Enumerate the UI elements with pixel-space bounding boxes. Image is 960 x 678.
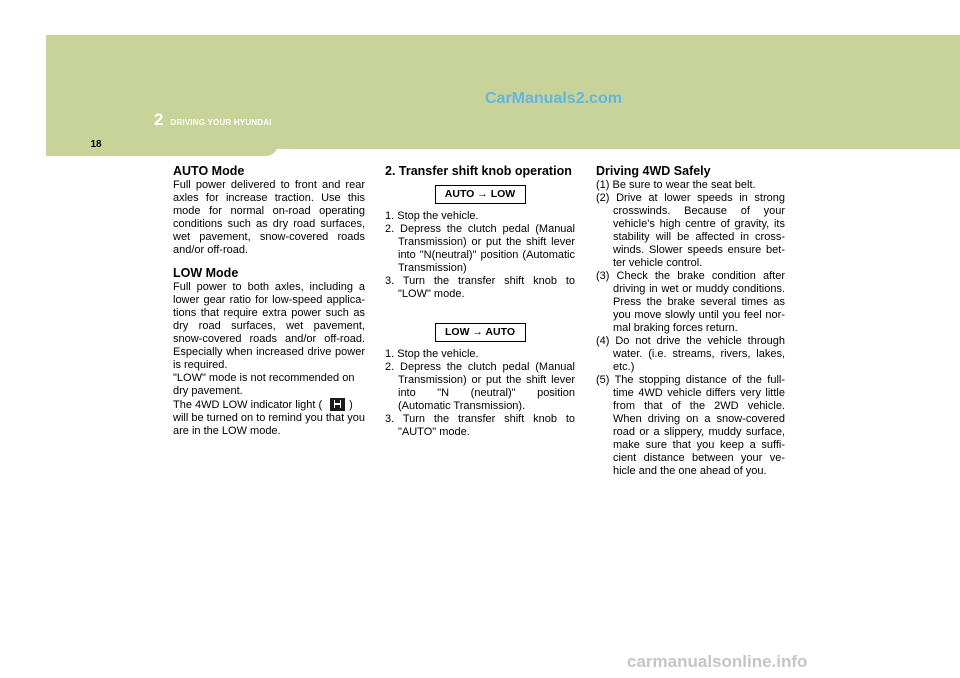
low-to-auto-label: LOW → AUTO (435, 323, 526, 342)
page-number: 18 (90, 139, 102, 150)
column-driving-safely (596, 164, 785, 478)
list-item: 3. Turn the transfer shift knob to "AUTO" mode. (385, 413, 575, 438)
driving-safely-heading: Driving 4WD Safely (596, 164, 711, 178)
watermark-top-link[interactable]: CarManuals2.com (485, 90, 622, 107)
column-shift-knob (385, 164, 575, 439)
list-item: (3) Check the brake condition after driving in wet or muddy conditions. Press the brake several times as you move slowly until you feel nor-mal braking forces return. (596, 270, 785, 334)
chapter-number: 2 (154, 110, 164, 129)
indicator-text-before: The 4WD LOW indicator light ( (173, 399, 323, 411)
list-item: 2. Depress the clutch pedal (Manual Transmission) or put the shift lever into "N(neutral)" position (Automatic Transmission) (385, 223, 575, 274)
chapter-title: DRIVING YOUR HYUNDAI (170, 118, 272, 127)
low-mode-text: Full power to both axles, including a lower gear ratio for low-speed applica-tions that require extra power such as dry road surfaces, wet pavement, snow-covered roads and/or off-road. Especially when increased drive power is required. (173, 281, 365, 371)
list-item: (2) Drive at lower speeds in strong crosswinds. Because of your vehicle's high centre of gravity, its stability will be affected in cross-winds. Slower speeds ensure bet-ter vehicle control. (596, 192, 785, 269)
list-item: 1. Stop the vehicle. (385, 210, 479, 222)
auto-to-low-box (385, 179, 575, 210)
list-item: 3. Turn the transfer shift knob to "LOW" mode. (385, 275, 575, 300)
auto-to-low-label: AUTO → LOW (435, 185, 526, 204)
list-item: (1) Be sure to wear the seat belt. (596, 179, 756, 191)
auto-to-low-steps (385, 210, 575, 301)
list-item: (5) The stopping distance of the full-time 4WD vehicle differs very little from that of the 2WD vehicle. When driving on a snow-covered road or a slippery, muddy surface, make sure that you keep a suffi-cient distance between your ve-hicle and the one ahead of you. (596, 374, 785, 477)
low-to-auto-steps (385, 348, 575, 439)
indicator-text-after: ) (349, 399, 353, 411)
chapter-header (154, 110, 272, 130)
indicator-paragraph (173, 398, 365, 412)
auto-mode-heading: AUTO Mode (173, 164, 245, 178)
shift-knob-heading: 2. Transfer shift knob operation (385, 164, 572, 178)
auto-mode-text: Full power delivered to front and rear axles for increase traction. Use this mode for normal on-road operating conditions such as dry road surfaces, wet pavement, snow-covered roads and/or off-road. (173, 179, 365, 256)
safety-items (596, 179, 785, 478)
indicator-text-cont: will be turned on to remind you that you are in the LOW mode. (173, 412, 366, 437)
4wd-low-indicator-icon (330, 398, 345, 411)
column-modes (173, 164, 365, 438)
watermark-bottom-link[interactable]: carmanualsonline.info (627, 652, 808, 671)
list-item: (4) Do not drive the vehicle through water. (i.e. streams, rivers, lakes, etc.) (596, 335, 785, 373)
list-item: 2. Depress the clutch pedal (Manual Transmission) or put the shift lever into "N (neutral)" position (Automatic Transmission). (385, 361, 575, 412)
list-item: 1. Stop the vehicle. (385, 348, 479, 360)
low-to-auto-box (385, 317, 575, 348)
low-mode-note: "LOW" mode is not recommended on dry pavement. (173, 372, 355, 397)
low-mode-heading: LOW Mode (173, 266, 239, 280)
